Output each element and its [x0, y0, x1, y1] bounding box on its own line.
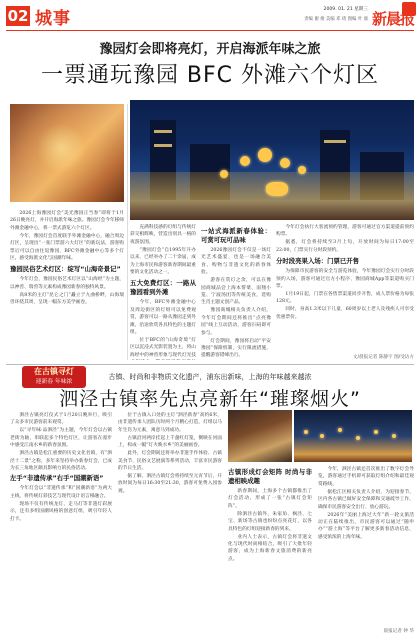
- paragraph: 充满科技感的灯组与传统灯彩交相辉映，营造出别具一格的夜游氛围。: [130, 225, 196, 245]
- paragraph: 古镇沿河两岸挂起上千盏红灯笼，倒映在河面上，构成一幅“灯火映水乡”的美丽画卷。: [118, 435, 222, 449]
- paragraph: 为保障市民游客的安全与游览体验，今年豫园灯会实行分时段预约入场，游客可通过官方小程序、豫园商城App等渠道购买门票。: [276, 269, 414, 290]
- column-divider: [127, 104, 128, 360]
- paragraph: 今年灯会，豫园民俗艺术灯区以“山海经”为主题，以神兽、瑞兽等元素构成豫园新春的独特风景。: [10, 277, 124, 290]
- subheading: 豫园民俗艺术灯区：绽写“山海奇景记”: [10, 265, 121, 274]
- section-number: 02: [7, 7, 29, 25]
- subheading: 五大免费灯区：一路从豫园看到外滩: [130, 279, 196, 297]
- paragraph: 据了解，泗泾古镇灯会将持续至元宵节后，开放时间为每日16:30至21:30，游客可免费入园参观。: [118, 474, 222, 494]
- top-story-column-1: [10, 210, 124, 360]
- bottom-story-column-2: [118, 412, 222, 634]
- bottom-story-column-1: [10, 412, 112, 634]
- bottom-story-headline: 泗泾古镇率先点亮新年“璀璨烟火”: [59, 388, 361, 410]
- subheading: 古镇形成灯会矩阵 时尚与非遗相映成趣: [228, 468, 312, 485]
- subheading: 左手“非遗传承”右手“国潮新语”: [10, 474, 104, 483]
- paragraph: 位于BFC的“山海奇境”灯区以沉浸式光影装置为主，将山海经中的神兽形象与现代灯光技: [130, 338, 196, 358]
- paragraph: 2026豫园灯会不仅是一场灯光艺术盛宴，也是一场融合美食、购物与非遗文化的新春体验。: [201, 248, 271, 276]
- paragraph: 此外，灯会期间还将举办非遗手作体验、古镇美食节、民俗文艺展演等系列活动，丰富市民游客的节日生活。: [118, 451, 222, 472]
- paragraph: 灯会期间，豫园将启动“平安豫园”保障机制，实行限流措施，提醒游客错峰出行。: [201, 338, 271, 359]
- subheading: 一站式海派新春体验：可赏可玩可品味: [201, 227, 271, 244]
- paragraph: 2026上海豫园灯会“美光豫园正当春”即将于1月26日晚亮灯，并开启海派年味之旅。豫园灯会今年移师外滩金融中心，将一票式游览六个灯区。: [10, 211, 124, 231]
- paragraph: 现场不仅有传统龙灯、走马灯等非遗灯彩展示，还有多组国潮风格的创意灯组，吸引年轻人打卡。: [10, 501, 112, 522]
- night-lantern-festival-photo: [130, 100, 414, 220]
- paragraph: 2026年“美丽上海过大年”新一轮文旅活动正在陆续推出，市民游客可以通过“随申办”“游上海”等平台了解更多新春活动信息，感受浓浓的上海年味。: [318, 512, 414, 540]
- masthead-divider: [6, 30, 414, 31]
- paragraph: 据悉，灯会将持续至3月上旬，开放时间为每日17:00至22:00，门票实行分时段预约。: [276, 240, 414, 253]
- editor-credits: 责编 谢 俊 美编 邓 琦 图编 叶 康: [304, 17, 368, 22]
- logo-text: 新晨报: [372, 10, 415, 28]
- paragraph: 除泗泾古镇外，朱家角、枫泾、七宝、新场等古镇也纷纷点亮花灯，以各具特色的灯组迎接新春的到来。: [228, 511, 312, 532]
- newspaper-logo: [372, 2, 416, 28]
- paragraph: 泗泾古镇是松江重要的历史文化名镇，有“泗泾十二景”之称，多年来坚持举办新春灯会，已成为长三角地区颇具影响力的民俗活动。: [10, 451, 112, 472]
- paragraph: 游客在赏灯之余，可以在豫园商城品尝上海本帮菜、南翔小笼、宁波汤团等传统美食，选购生肖主题文创产品。: [201, 278, 271, 306]
- bottom-story-column-4: [318, 466, 414, 626]
- paragraph: 1月19日起，门票在各售票渠道同步开售，成人票价格为每张128元。: [276, 292, 414, 305]
- top-story-byline: 文/晨报记者 陈静宇 图/受访方: [352, 355, 414, 360]
- paragraph: 豫园商城相关负责人介绍，今年灯会期间还将推出“点亮豫园”线上互动活动，游客扫码即可参与。: [201, 308, 271, 336]
- top-story-column-3: [201, 224, 271, 360]
- bottom-story-column-3: [228, 466, 312, 634]
- paragraph: 以“寻年味·品泗泾”为主题，今年灯会以古镇老街为轴，串联起多个特色灯区，让游客在漫步中感受江南水乡的新春氛围。: [10, 428, 112, 449]
- masthead: [0, 0, 420, 30]
- section-name: 城事: [35, 8, 71, 29]
- story-divider: [6, 364, 414, 365]
- paragraph: 今年，豫园灯会首度联手外滩金融中心，融合周边灯区，呈现出“一张门票游六大灯区”的新玩法，游客购票后可以自由往返豫园、BFC外滩金融中心等多个灯区，感受海派文化与国潮年味。: [10, 233, 124, 262]
- top-story-column-2: [130, 224, 196, 360]
- banner-title: 在古镇寻灯: [34, 367, 74, 376]
- paragraph: 新春期间，上海多个古镇都推出了灯会活动，形成了一张“古镇灯会矩阵”。: [228, 489, 312, 509]
- bottom-story-kicker: 古镇、时尚和非物质文化遗产，浦东出新味，上海的年味越来越浓: [108, 373, 312, 381]
- paragraph: 今年，泗泾古镇还首次推出了数字灯会导览，游客通过手机即可获取灯组介绍和最佳观赏路线。: [318, 467, 414, 487]
- paragraph: 位于古镇入口处的主灯“泗泾新春”高约6米，由非遗传承人团队历时两个月精心打造，灯组以马年生肖为元素，寓意马到成功。: [118, 413, 222, 433]
- lantern-craftsman-photo: [10, 104, 124, 202]
- riverside-night-photo: [294, 410, 412, 462]
- paragraph: 今年灯会执行大客流预约管理，游客可通过官方渠道提前预约购票。: [276, 225, 414, 238]
- section-label: [6, 6, 74, 29]
- top-story-kicker: 豫园灯会即将亮灯，开启海派年味之旅: [99, 42, 321, 57]
- paragraph: 今年，BFC外滩金融中心及周边街区的灯组可以免费观赏，游客可以一路从豫园走到外滩，沿途欣赏各具特色的主题灯组。: [130, 300, 196, 336]
- paragraph: 今年灯会以“非遗传承”和“国潮新语”为两大主线，将传统灯彩技艺与现代设计语言相融合。: [10, 486, 112, 499]
- top-story-headline: 一票通玩豫园 BFC 外滩六个灯区: [40, 63, 380, 88]
- paragraph: 同时，身高1.3米以下儿童、60周岁以上老人及残疾人可享受优惠票价。: [276, 307, 414, 320]
- paragraph: 高8米的主灯“昆仑之门”矗立于九曲桥畔，山海瑞兽环绕其周，呈现一幅东方美学画卷。: [10, 292, 124, 306]
- paragraph: 据松江区相关负责人介绍，为迎接春节，区内各古镇已做好安全保障和交通疏导工作，确保市民游客安全出行、放心游玩。: [318, 489, 414, 510]
- paragraph: “豫园灯会”自1995年开办以来，已经举办了二十余届，成为上海市民和游客新春期间最重要的文化活动之一。: [130, 247, 196, 276]
- paragraph: 泗泾古镇亮灯仪式于1月20日晚举行，吸引了众多市民游客前来观赏。: [10, 413, 112, 426]
- ancient-town-lantern-photo: [228, 410, 292, 462]
- bottom-story-byline: 晨报记者 钟 华: [383, 629, 414, 634]
- top-story-column-4: [276, 224, 414, 354]
- subheading: 分时段亮果入场：门票已开售: [276, 257, 360, 266]
- banner-subtitle: 迎新春 年味浓: [35, 379, 73, 385]
- issue-date: 2009. 01. 21 星期三: [323, 7, 368, 12]
- paragraph: 业内人士表示，古镇灯会将非遗文化与现代时尚相结合，吸引了大批年轻游客，成为上海新春文旅消费的新亮点。: [228, 534, 312, 562]
